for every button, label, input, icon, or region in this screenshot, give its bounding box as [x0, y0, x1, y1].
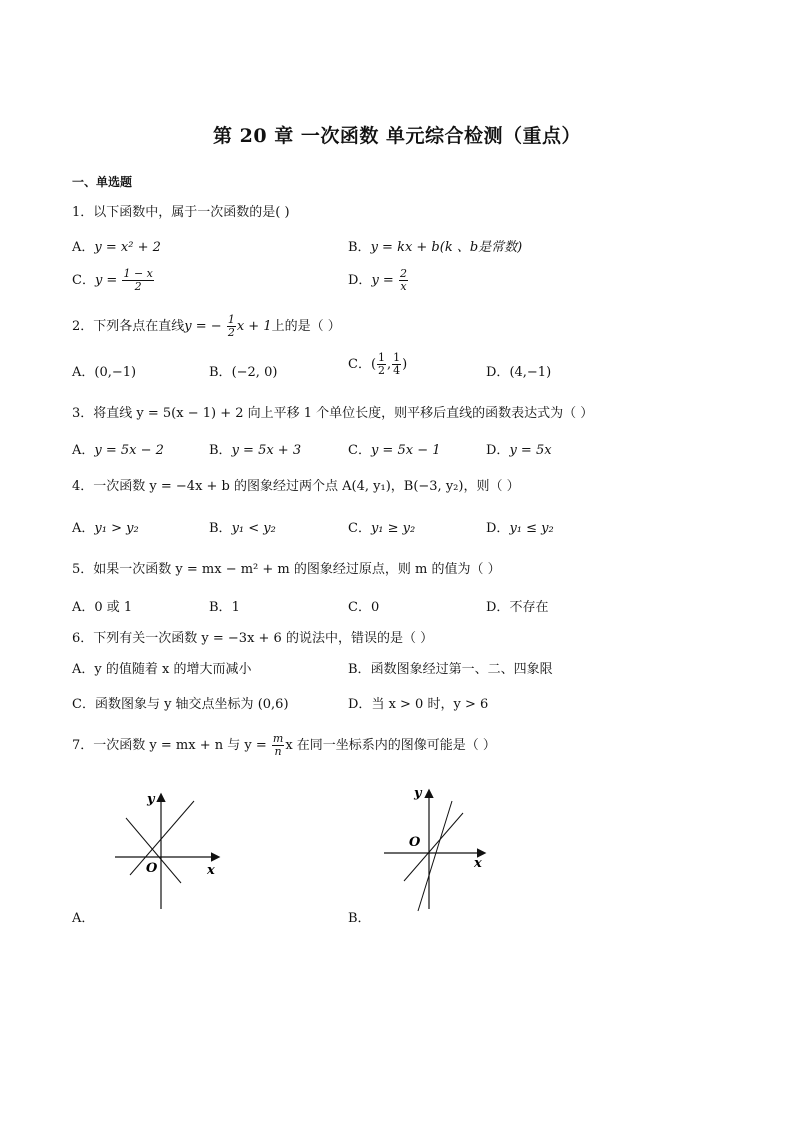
graph-line-1	[130, 801, 194, 875]
fraction: $\frac{2}{x}$	[399, 267, 407, 293]
q4-option-b: B．y₁ < y₂	[209, 521, 276, 536]
q5-option-a: A．0 或 1	[72, 600, 133, 615]
fraction: $\frac{1}{4}$	[393, 351, 401, 377]
fraction: $\frac{1}{2}$	[378, 351, 386, 377]
y-axis-label: y	[414, 786, 422, 801]
q6-option-c: C．函数图象与 y 轴交点坐标为 (0,6)	[72, 697, 289, 712]
q1-option-b: B．y = kx + b(k 、b是常数)	[348, 240, 523, 255]
fraction: $\frac{1}{2}$	[227, 313, 235, 339]
q2-option-c: C．( $\frac{1}{2}$ , $\frac{1}{4}$ )	[348, 351, 408, 377]
q3-option-a: A．y = 5x − 2	[72, 443, 164, 458]
q6-option-b: B．函数图象经过第一、二、四象限	[348, 662, 553, 677]
section-heading: 一、单选题	[72, 175, 133, 189]
q1-option-c: C．y = $\frac{1 - x}{2}$	[72, 267, 153, 293]
question-1-stem: 1．以下函数中，属于一次函数的是( )	[72, 205, 290, 220]
q7-graph-a	[100, 785, 230, 915]
fraction: $\frac{1 - x}{2}$	[123, 267, 153, 293]
question-7-stem: 7．一次函数 y = mx + n 与 y = $\frac{m}{n}$ x 在同一坐标系内的图像可能是（ ）	[72, 732, 496, 758]
q2-option-d: D．(4,−1)	[486, 365, 552, 380]
origin-label: O	[146, 861, 158, 876]
question-5-stem: 5．如果一次函数 y = mx − m² + m 的图象经过原点，则 m 的值为（ ）	[72, 562, 501, 577]
x-axis-label: x	[474, 856, 482, 871]
q1-option-a: A．y = x² + 2	[72, 240, 161, 255]
q3-option-d: D．y = 5x	[486, 443, 552, 458]
x-axis-label: x	[207, 863, 215, 878]
q1-option-d: D．y = $\frac{2}{x}$	[348, 267, 407, 293]
q7-option-a-label: A．	[72, 911, 95, 926]
y-axis-label: y	[147, 792, 155, 807]
q6-option-a: A．y 的值随着 x 的增大而减小	[72, 662, 252, 677]
q4-option-d: D．y₁ ≤ y₂	[486, 521, 554, 536]
question-3-stem: 3．将直线 y = 5(x − 1) + 2 向上平移 1 个单位长度，则平移后直线的函数表达式为（ ）	[72, 406, 594, 421]
page-title: 第 20 章 一次函数 单元综合检测（重点）	[213, 125, 581, 147]
question-4-stem: 4．一次函数 y = −4x + b 的图象经过两个点 A(4, y₁)，B(−3, y₂)，则（ ）	[72, 479, 520, 494]
q6-option-d: D．当 x > 0 时，y > 6	[348, 697, 489, 712]
q7-option-b-label: B．	[348, 911, 371, 926]
graph-line-2	[418, 801, 452, 911]
origin-label: O	[409, 835, 421, 850]
q2-option-a: A．(0,−1)	[72, 365, 137, 380]
question-2-stem: 2．下列各点在直线y = − $\frac{1}{2}$ x + 1上的是（ ）	[72, 313, 341, 339]
q2-option-b: B．(−2, 0)	[209, 365, 278, 380]
fraction: $\frac{m}{n}$	[272, 732, 284, 758]
question-6-stem: 6．下列有关一次函数 y = −3x + 6 的说法中，错误的是（ ）	[72, 631, 434, 646]
q5-option-b: B．1	[209, 600, 240, 615]
q5-option-c: C．0	[348, 600, 380, 615]
q3-option-c: C．y = 5x − 1	[348, 443, 441, 458]
q5-option-d: D．不存在	[486, 600, 549, 615]
q7-graph-b	[376, 783, 496, 915]
q4-option-c: C．y₁ ≥ y₂	[348, 521, 416, 536]
q4-option-a: A．y₁ > y₂	[72, 521, 139, 536]
q3-option-b: B．y = 5x + 3	[209, 443, 302, 458]
